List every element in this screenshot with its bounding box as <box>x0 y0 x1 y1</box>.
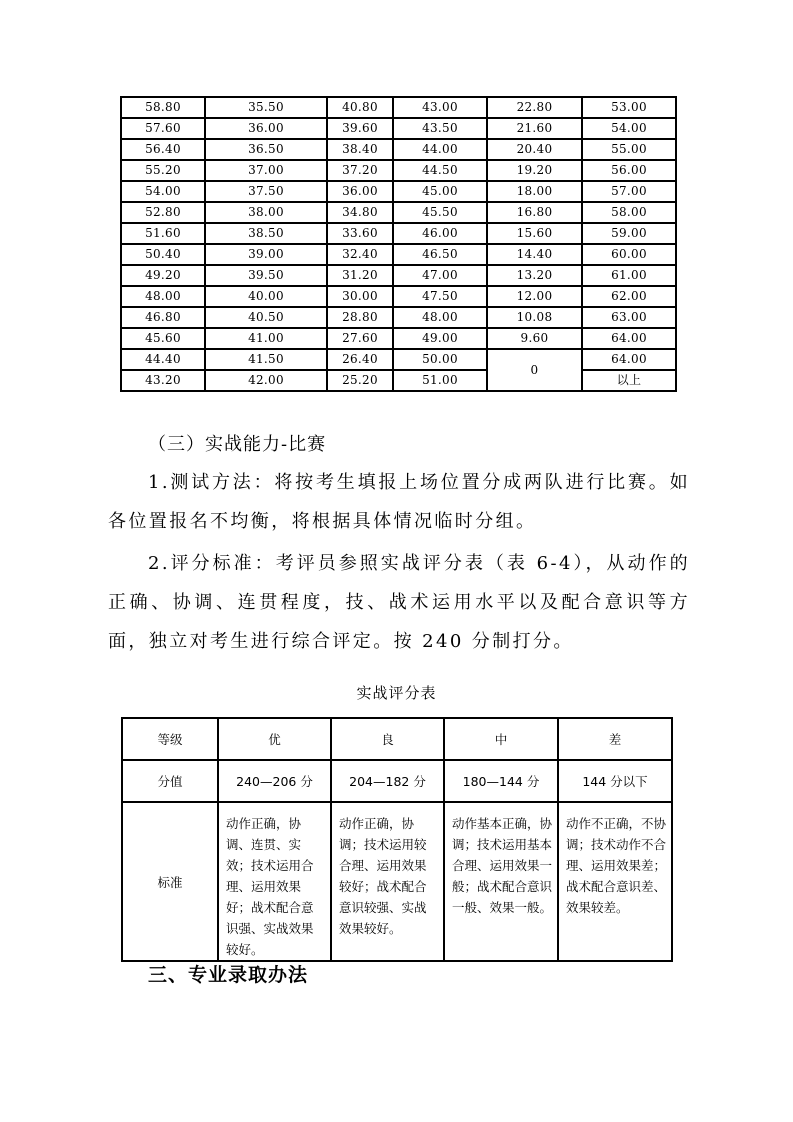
table-cell: 63.00 <box>582 307 676 328</box>
table-cell: 43.20 <box>121 370 205 391</box>
value-excellent: 240—206 分 <box>218 760 331 802</box>
table-cell: 46.80 <box>121 307 205 328</box>
merged-cell-zero: 0 <box>487 349 582 391</box>
table-cell: 45.50 <box>393 202 487 223</box>
table-cell: 64.00 <box>582 349 676 370</box>
table-cell: 40.00 <box>205 286 327 307</box>
table-cell: 41.50 <box>205 349 327 370</box>
table-cell: 43.00 <box>393 97 487 118</box>
score-table-body <box>121 97 676 391</box>
standard-header-cell: 标准 <box>122 802 218 961</box>
table-cell: 51.00 <box>393 370 487 391</box>
table-cell: 41.00 <box>205 328 327 349</box>
table-cell: 20.40 <box>487 139 582 160</box>
table-cell: 49.20 <box>121 265 205 286</box>
table-row <box>121 370 676 391</box>
table-cell: 46.50 <box>393 244 487 265</box>
table-row <box>121 265 676 286</box>
grade-medium: 中 <box>444 718 558 760</box>
table-row <box>121 286 676 307</box>
table-cell: 56.40 <box>121 139 205 160</box>
table-cell: 49.00 <box>393 328 487 349</box>
table-cell: 54.00 <box>582 118 676 139</box>
table-cell: 36.00 <box>205 118 327 139</box>
table-cell: 61.00 <box>582 265 676 286</box>
grade-good: 良 <box>331 718 444 760</box>
standard-good: 动作正确，协调；技术运用较合理、运用效果较好；战术配合意识较强、实战效果较好。 <box>331 802 444 961</box>
table-cell: 37.50 <box>205 181 327 202</box>
table-cell: 57.60 <box>121 118 205 139</box>
table-cell: 27.60 <box>327 328 393 349</box>
grade-header-cell: 等级 <box>122 718 218 760</box>
table-cell: 9.60 <box>487 328 582 349</box>
table-cell: 16.80 <box>487 202 582 223</box>
grade-poor: 差 <box>558 718 672 760</box>
table-cell: 48.00 <box>393 307 487 328</box>
table-cell: 53.00 <box>582 97 676 118</box>
table-row <box>121 181 676 202</box>
rating-standard-row <box>122 802 672 961</box>
table-cell: 32.40 <box>327 244 393 265</box>
test-method-paragraph: 1.测试方法：将按考生填报上场位置分成两队进行比赛。如各位置报名不均衡，将根据具体情况临时分组。 <box>108 472 690 532</box>
table-row <box>121 244 676 265</box>
admission-section-heading: 三、专业录取办法 <box>148 964 309 986</box>
table-row <box>121 223 676 244</box>
table-cell: 57.00 <box>582 181 676 202</box>
table-cell: 18.00 <box>487 181 582 202</box>
table-cell: 36.50 <box>205 139 327 160</box>
table-cell: 44.40 <box>121 349 205 370</box>
table-cell: 58.80 <box>121 97 205 118</box>
table-cell: 47.00 <box>393 265 487 286</box>
value-good: 204—182 分 <box>331 760 444 802</box>
table-cell: 45.00 <box>393 181 487 202</box>
rating-header-row <box>122 718 672 760</box>
table-cell: 50.00 <box>393 349 487 370</box>
table-cell: 40.50 <box>205 307 327 328</box>
table-row <box>121 349 676 370</box>
table-cell: 52.80 <box>121 202 205 223</box>
table-cell: 46.00 <box>393 223 487 244</box>
table-row <box>121 328 676 349</box>
table-cell: 56.00 <box>582 160 676 181</box>
table-cell: 44.50 <box>393 160 487 181</box>
value-header-cell: 分值 <box>122 760 218 802</box>
grade-excellent: 优 <box>218 718 331 760</box>
table-caption: 实战评分表 <box>356 684 437 702</box>
table-row <box>121 307 676 328</box>
table-cell: 48.00 <box>121 286 205 307</box>
table-cell: 14.40 <box>487 244 582 265</box>
table-cell: 55.20 <box>121 160 205 181</box>
table-cell: 12.00 <box>487 286 582 307</box>
table-cell: 60.00 <box>582 244 676 265</box>
table-cell: 44.00 <box>393 139 487 160</box>
table-cell: 21.60 <box>487 118 582 139</box>
table-cell: 47.50 <box>393 286 487 307</box>
table-cell: 64.00 <box>582 328 676 349</box>
table-cell: 59.00 <box>582 223 676 244</box>
table-cell: 39.60 <box>327 118 393 139</box>
table-cell: 28.80 <box>327 307 393 328</box>
table-cell: 35.50 <box>205 97 327 118</box>
standard-excellent: 动作正确，协调、连贯、实效；技术运用合理、运用效果好；战术配合意识强、实战效果较好。 <box>218 802 331 961</box>
table-row <box>121 97 676 118</box>
table-cell: 19.20 <box>487 160 582 181</box>
table-cell: 54.00 <box>121 181 205 202</box>
table-cell: 以上 <box>582 370 676 391</box>
scoring-standard-paragraph: 2.评分标准：考评员参照实战评分表（表 6-4），从动作的正确、协调、连贯程度，技、战术运用水平以及配合意识等方面，独立对考生进行综合评定。按 240 分制打分。 <box>108 553 690 652</box>
table-cell: 30.00 <box>327 286 393 307</box>
table-cell: 10.08 <box>487 307 582 328</box>
table-row <box>121 139 676 160</box>
table-cell: 31.20 <box>327 265 393 286</box>
section-heading-combat: （三）实战能力-比赛 <box>148 434 327 455</box>
table-cell: 37.00 <box>205 160 327 181</box>
standard-poor: 动作不正确，不协调；技术动作不合理、运用效果差；战术配合意识差、效果较差。 <box>558 802 672 961</box>
table-cell: 38.50 <box>205 223 327 244</box>
table-cell: 50.40 <box>121 244 205 265</box>
table-cell: 51.60 <box>121 223 205 244</box>
value-medium: 180—144 分 <box>444 760 558 802</box>
table-cell: 39.00 <box>205 244 327 265</box>
table-row <box>121 118 676 139</box>
table-cell: 38.40 <box>327 139 393 160</box>
rating-value-row <box>122 760 672 802</box>
table-row <box>121 160 676 181</box>
standard-medium: 动作基本正确，协调；技术运用基本合理、运用效果一般；战术配合意识一般、效果一般。 <box>444 802 558 961</box>
table-cell: 15.60 <box>487 223 582 244</box>
table-cell: 55.00 <box>582 139 676 160</box>
table-cell: 40.80 <box>327 97 393 118</box>
table-cell: 25.20 <box>327 370 393 391</box>
table-cell: 34.80 <box>327 202 393 223</box>
table-cell: 58.00 <box>582 202 676 223</box>
table-cell: 62.00 <box>582 286 676 307</box>
table-cell: 43.50 <box>393 118 487 139</box>
table-cell: 45.60 <box>121 328 205 349</box>
combat-rating-table <box>121 717 673 962</box>
table-cell: 26.40 <box>327 349 393 370</box>
table-cell: 22.80 <box>487 97 582 118</box>
value-poor: 144 分以下 <box>558 760 672 802</box>
table-cell: 33.60 <box>327 223 393 244</box>
table-cell: 36.00 <box>327 181 393 202</box>
table-cell: 39.50 <box>205 265 327 286</box>
table-cell: 37.20 <box>327 160 393 181</box>
table-row <box>121 202 676 223</box>
score-table <box>120 96 677 392</box>
table-cell: 13.20 <box>487 265 582 286</box>
table-cell: 42.00 <box>205 370 327 391</box>
table-cell: 38.00 <box>205 202 327 223</box>
